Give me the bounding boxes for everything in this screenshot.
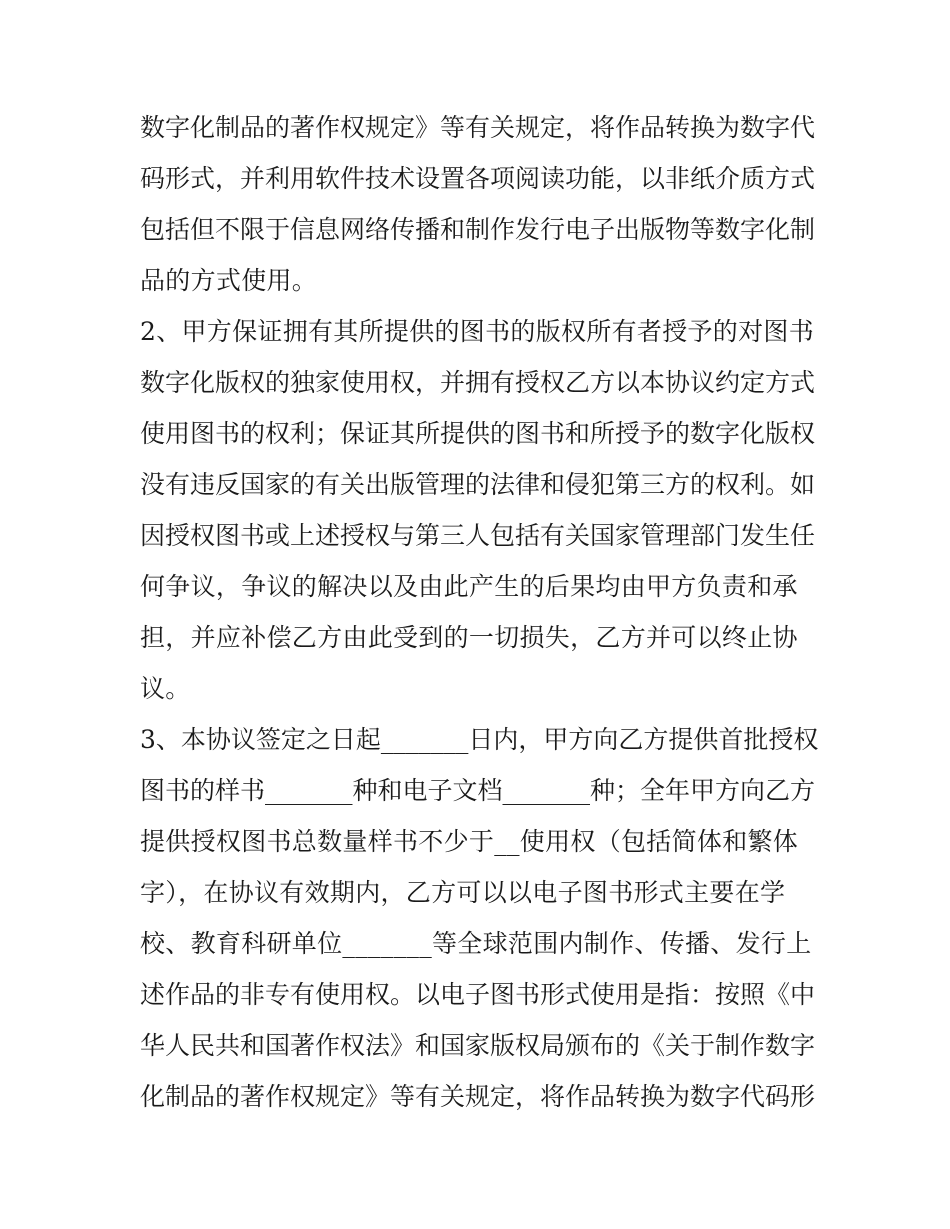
text-line: 图书的样书_______种和电子文档_______种；全年甲方向乙方 [140,776,816,805]
text-line: 议。 [140,674,191,703]
text-line: 述作品的非专有使用权。以电子图书形式使用是指：按照《中 [140,980,816,1009]
text-line: 担，并应补偿乙方由此受到的一切损失，乙方并可以终止协 [140,623,798,652]
text-line: 3、本协议签定之日起_______日内，甲方向乙方提供首批授权 [140,725,819,754]
text-line: 2、甲方保证拥有其所提供的图书的版权所有者授予的对图书 [140,317,815,346]
text-line: 码形式，并利用软件技术设置各项阅读功能，以非纸介质方式 [140,164,816,193]
text-line: 字），在协议有效期内，乙方可以以电子图书形式主要在学 [140,878,786,907]
text-line: 使用图书的权利；保证其所提供的图书和所授予的数字化版权 [140,419,816,448]
text-line: 化制品的著作权规定》等有关规定，将作品转换为数字代码形 [140,1082,816,1111]
text-line: 品的方式使用。 [140,266,318,295]
text-line: 包括但不限于信息网络传播和制作发行电子出版物等数字化制 [140,215,816,244]
text-line: 数字化版权的独家使用权，并拥有授权乙方以本协议约定方式 [140,368,816,397]
document-body [140,102,820,1122]
text-line: 提供授权图书总数量样书不少于__使用权（包括简体和繁体 [140,827,799,856]
text-line: 没有违反国家的有关出版管理的法律和侵犯第三方的权利。如 [140,470,816,499]
text-line: 华人民共和国著作权法》和国家版权局颁布的《关于制作数字 [140,1031,816,1060]
text-line: 何争议，争议的解决以及由此产生的后果均由甲方负责和承 [140,572,798,601]
text-line: 校、教育科研单位_______等全球范围内制作、传播、发行上 [140,929,812,958]
text-line: 因授权图书或上述授权与第三人包括有关国家管理部门发生任 [140,521,816,550]
text-line: 数字化制品的著作权规定》等有关规定，将作品转换为数字代 [140,113,816,142]
